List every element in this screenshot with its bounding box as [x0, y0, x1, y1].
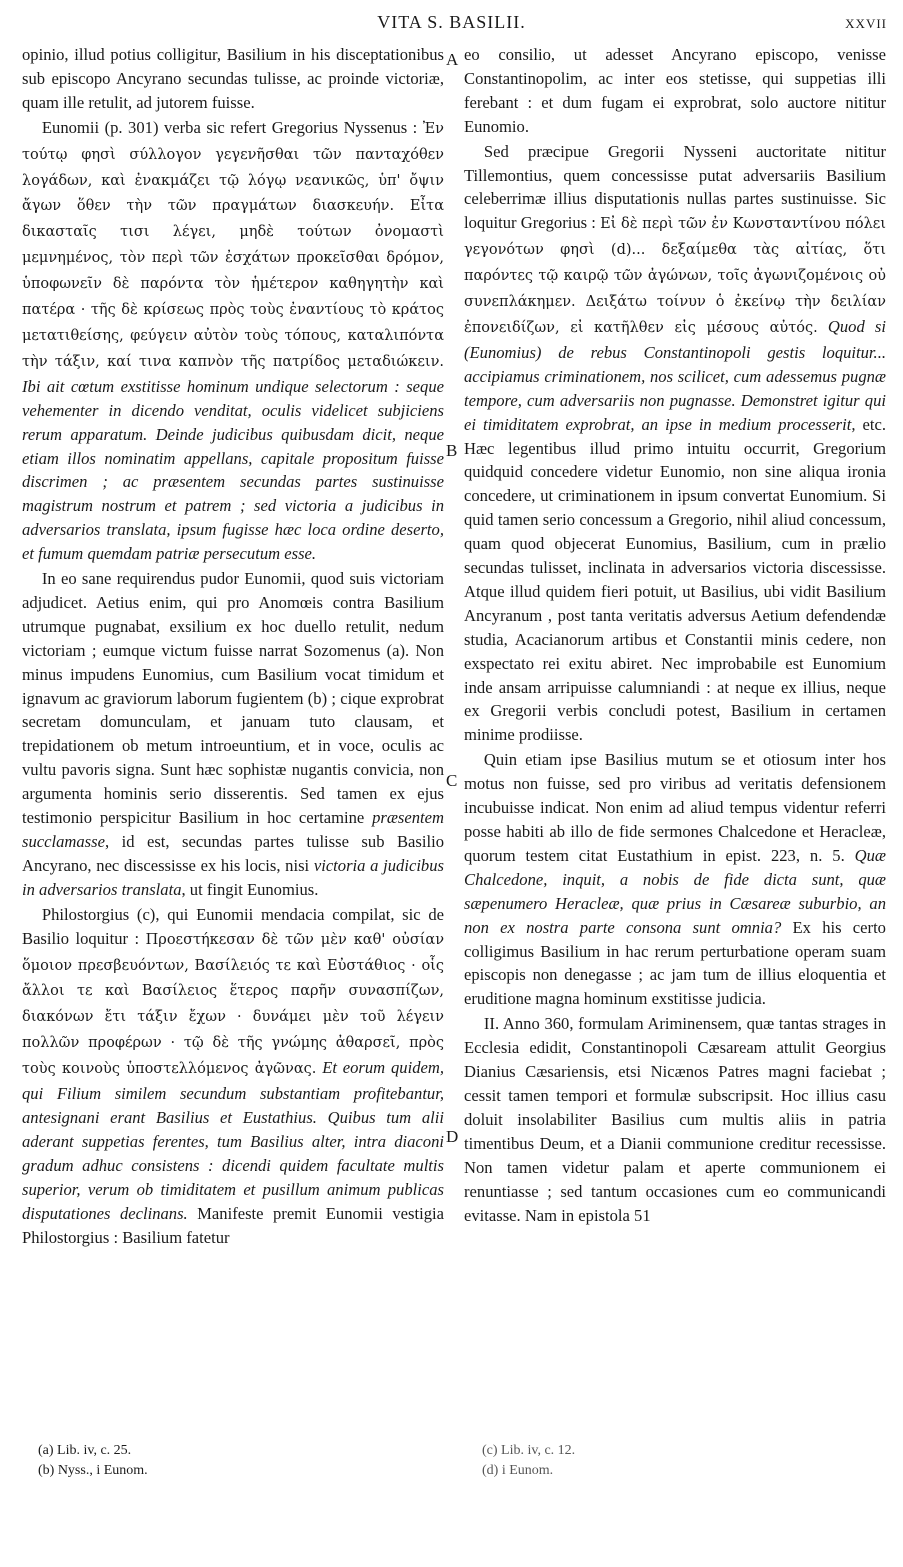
latin-translation: Et eorum quidem, qui Filium similem secundum substantiam profitebantur, antesignani erant Basilius et Eustathius. Quibus tum alii aderant suppetias ferentes, tum Basilius alter, intra diaconi gradum adhuc consistens : dicendi quidem facultate multis superior, verum ob timiditatem et pusillum animum publicas disputationes declinans. [22, 1058, 444, 1223]
running-title: VITA S. BASILII. [377, 12, 526, 32]
text-run: Manifeste premit Eunomii vestigia Philostorgius : Basilium fatetur [22, 1203, 444, 1247]
footnotes-right [482, 1441, 575, 1481]
latin-translation: præsentem succlamasse [22, 808, 444, 851]
margin-marker-a: A [446, 50, 459, 69]
greek-quotation: Εἰ δὲ περὶ τῶν ἐν Κωνσταντίνου πόλει γεγονότων φησὶ (d)... δεξαίμεθα τὰς αἰτίας, ὅτι παρόντες τῷ καιρῷ τῶν ἀγώνων, τοῖς ἀγωνιζομένοις οὐ συνεπλάκημεν. Δειξάτω τοίνυν ὁ ἐκείνῳ τὴν δειλίαν ἐπονειδίζων, εἰ κατῆλθεν εἰς μέσους αὐτός. [464, 216, 886, 336]
text-run: II. Anno 360, formulam Ariminensem, quæ tantas strages in Ecclesia edidit, Constantinopoli Cæsaream attulit Georgius Dianius Cæsariensis, etsi Nicænos Patres magni faciebat ; cessit tamen tempori et formulæ subscripsit. Hoc illius casu doluit insolabiliter Basilius cum multis aliis in patria timentibus Deum, et a Dianii communione creditur recessisse. Non tamen videtur palam et aperte communionem ei renuntiasse ; sed tantum occasiones cum eo communicandi evitasse. Nam in epistola 51 [464, 1014, 886, 1225]
footnote-a: (a) Lib. iv, c. 25. [38, 1443, 132, 1458]
greek-quotation: Προεστήκεσαν δὲ τῶν μὲν καθ' οὐσίαν ὅμοιον πρεσβευόντων, Βασίλειός τε καὶ Εὐστάθιος · οἷς ἄλλοι τε καὶ Βασίλειος ἕτερος παρῆν συνασπίζων, διακόνων ἔτι τάξιν ἔχων · δυνάμει μὲν τοῦ λέγειν πολλῶν προφέρων · τῷ δὲ τῆς γνώμης ἀθαρσεῖ, πρὸς τοὺς κοινοὺς ὑποστελλόμενος ἀγῶνας. [22, 931, 445, 1078]
left-paragraph [22, 903, 444, 1250]
text-run: Philostorgius (c), qui Eunomii mendacia compilat, sic de Basilio loquitur : [22, 904, 444, 948]
text-run: opinio, illud potius colligitur, Basilium in his disceptationibus sub episcopo Ancyrano secundas tulisse, ac proinde victoriæ, quam ille retulit, ad jutorem fuisse. [22, 45, 444, 112]
right-paragraph [464, 1012, 886, 1227]
footnote-b: (b) Nyss., i Eunom. [38, 1463, 148, 1478]
right-paragraph [464, 43, 886, 139]
text-run: , ut fingit Eunomius. [181, 879, 319, 899]
left-paragraph [22, 567, 444, 902]
left-column [22, 43, 444, 1249]
margin-marker-c: C [446, 771, 458, 790]
text-run: Ex his certo colligimus Basilium in hac rerum perturbatione operam suam episcopis non denegasse ; ac jam tum de illius eloquentia et eruditione magna hominum exstitisse judicia. [464, 917, 886, 1009]
page-number: XXVII [845, 16, 887, 31]
right-column [464, 43, 886, 1227]
footnote-c: (c) Lib. iv, c. 12. [482, 1443, 576, 1458]
margin-marker-b: B [446, 441, 458, 460]
latin-translation: victoria a judicibus in adversarios translata [22, 855, 444, 899]
text-run: In eo sane requirendus pudor Eunomii, quod suis victoriam adjudicet. Aetius enim, qui pro Anomœis contra Basilium utrumque pugnabat, exsilium ex hoc duello retulit, nedum victoriam ; eumque victum fuisse narrat Sozomenus (a). Non minus impudens Eunomius, cum Basilium vocat timidum et ignavum ac graviorum laborum fugientem (b) ; cique exprobrat secretam domunculam, et januam tuto clausam, et trepidationem ob metum introeuntium, et in voce, oculis ac vultu pavoris signa. Sunt hæc sophistæ nugantis convicia, non argumenta hominis serio disserentis. Sed tamen ex ejus testimonio perspicitur Basilium in hoc certamine [22, 569, 444, 828]
left-paragraph [22, 116, 444, 566]
text-run: Sed præcipue Gregorii Nysseni auctoritate nititur Tillemontius, quem concessisse putat adversariis Basilium celeberrimæ illius disputationis nullas partes sustinuisse. Sic loquitur Gregorius : [464, 141, 886, 233]
text-run: , id est, secundas partes tulisse sub Basilio Ancyrano, nec discessisse ex his locis, nisi [22, 832, 444, 875]
text-run: etc. Hæc legentibus illud primo intuitu occurrit, Gregorium quidquid concedere videtur Eunomio, non sine aliqua ironia concedere, ut criminationem in ipsum convertat Eunomium. Si quid tamen serio concessum a Gregorio, nihil aliud concessum, quam quod objecerat Eunomius, Basilium, cum in prælio secundas tulisset, inclinata in adversarios victoria discessisse. Atque illud quidem fieri potuit, ut Basilius, ubi vidit Basilium Ancyranum , post tanta veritatis adversus Aetium defendendæ studia, Acacianorum artibus et Constantii minis cedere, non exspectato rei exitu abiret. Nec improbabile est Eunomium inde ansam arripuisse calumniandi : at neque ex illius, neque ex Gregorii verbis concludi potest, Basilium in certamen minime prodiisse. [464, 414, 886, 745]
latin-translation: Quod si (Eunomius) de rebus Constantinopoli gestis loquitur... accipiamus criminationem, nos scilicet, cum adessemus pugnæ tempore, cum adversariis non pugnasse. Demonstret igitur qui ei timiditatem exprobrat, an ipse in medium processerit, [464, 316, 886, 434]
margin-marker-d: D [446, 1127, 459, 1146]
text-run [818, 317, 828, 336]
latin-translation: Ibi ait cœtum exstitisse hominum undique selectorum : seque vehementer in dicendo venditat, oculis videlicet subjiciens rerum apparatum. Deinde judicibus quibusdam dicit, neque etiam illos nominatim appellans, capitale propositum fuisse discrimen ; ac præsentem secundas partes sustinuisse magistrum nostrum et patrem ; sed victoria a judicibus in adversarios translata, ipsum fugisse hæc loca ordine deserto, et fumum quemdam patriæ persecutum esse. [22, 376, 444, 564]
footnotes-left [38, 1441, 148, 1481]
footnote-d: (d) i Eunom. [482, 1463, 554, 1478]
right-paragraph [464, 140, 886, 748]
left-paragraph [22, 43, 444, 115]
latin-translation: Quæ Chalcedone, inquit, a nobis de fide dicta sunt, quæ sæpenumero Heracleæ, quæ prius in Cæsareæ suburbio, an non ex nostra parte consona sunt omnia? [464, 845, 886, 937]
right-paragraph [464, 748, 886, 1011]
page-header [0, 6, 903, 36]
text-run: Eunomii (p. 301) verba sic refert Gregorius Nyssenus : [41, 117, 423, 137]
text-run: Quin etiam ipse Basilius mutum se et otiosum inter hos motus non fuisse, sed pro viribus ad veritatis defensionem incubuisse indicat. Non enim ad aliud tempus videntur referri posse habiti ab illo de fide sermones Chalcedone et Heracleæ, quorum testem citat Eustathium in epist. 223, n. 5. [464, 750, 886, 865]
greek-quotation: Ἐν τούτῳ φησὶ σύλλογον γεγενῆσθαι τῶν πανταχόθεν λογάδων, καὶ ἐνακμάζει τῷ λόγῳ νεανικῶς, ὑπ' ὄψιν ἄγων ὅθεν τὴν τῶν πραγμάτων διασκευήν. Εἶτα δικασταῖς τισι λέγει, μηδὲ τούτων ὀνομαστὶ μεμνημένος, τὸν περὶ τῶν ἐσχάτων προκεῖσθαι δρόμον, ὑποφωνεῖν δὲ παρόντα τὸν ἡμέτερον καθηγητὴν καὶ πατέρα · τῆς δὲ κρίσεως πρὸς τοὺς ἐναντίους τὸ κράτος μετατιθείσης, φεύγειν αὐτὸν τοὺς τόπους, καταλιπόντα τὴν τάξιν, καί τινα καπνὸν τῆς πατρίδος μεταδιώκειν. [22, 120, 444, 370]
text-run: eo consilio, ut adesset Ancyrano episcopo, venisse Constantinopolim, ac inter eos stetisse, qui suppetias illi ferebant : et dum fugam ei exprobrat, solo auctore nititur Eunomio. [464, 45, 886, 136]
